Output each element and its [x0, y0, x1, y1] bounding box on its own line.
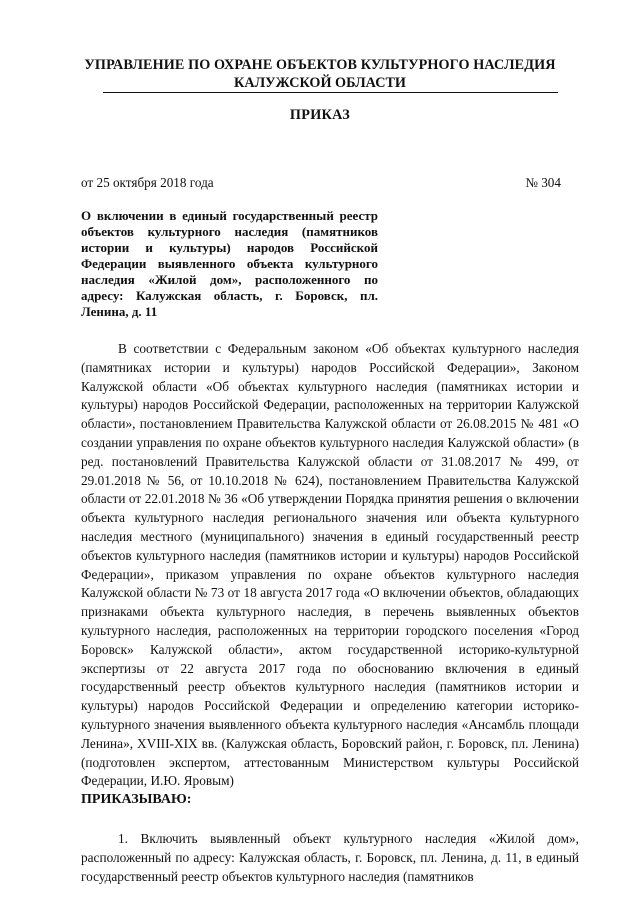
document-header	[0, 56, 640, 92]
order-subject: О включении в единый государственный реестр объектов культурного наследия (памятников истории и культуры) народов Российской Федерации выявленного объекта культурного наследия «Жилой дом», расположенного по адресу: Калужская область, г. Боровск, пл. Ленина, д. 11	[81, 208, 378, 319]
order-body	[81, 340, 579, 886]
organization-name-line2: КАЛУЖСКОЙ ОБЛАСТИ	[234, 75, 406, 91]
document-type-title: ПРИКАЗ	[289, 107, 351, 123]
order-number: № 304	[525, 175, 561, 190]
preamble-paragraph: В соответствии с Федеральным законом «Об объектах культурного наследия (памятниках истории и культуры) народов Российской Федерации», Законом Калужской области «Об объектах культурного наследия (памятниках истории и культуры) народов Российской Федерации, расположенных на территории Калужской области», постановлением Правительства Калужской области от 26.08.2015 № 481 «О создании управления по охране объектов культурного наследия Калужской области» (в ред. постановлений Правительства Калужской области от 31.08.2017 № 499, от 29.01.2018 № 56, от 10.10.2018 № 624), постановлением Правительства Калужской области от 22.01.2018 № 36 «Об утверждении Порядка принятия решения о включении объекта культурного наследия регионального значения или объекта культурного наследия местного (муниципального) значения в единый государственный реестр объектов культурного наследия (памятников истории и культуры) народов Российской Федерации», приказом управления по охране объектов культурного наследия Калужской области № 73 от 18 августа 2017 года «О включении объектов, обладающих признаками объекта культурного наследия, в перечень выявленных объектов культурного наследия, расположенных на территории городского поселения «Город Боровск» Калужской области», актом государственной историко-культурной экспертизы от 22 августа 2017 года по обоснованию включения в единый государственный реестр объектов культурного наследия (памятников истории и культуры) народов Российской Федерации и определению категории историко-культурного значения выявленного объекта культурного наследия «Ансамбль площади Ленина», XVIII-XIX вв. (Калужская область, Боровский район, г. Боровск, пл. Ленина) (подготовлен экспертом, аттестованным Министерством культуры Российской Федерации, И.Ю. Яровым)	[81, 341, 579, 789]
header-underline	[103, 92, 558, 93]
organization-name-line1: УПРАВЛЕНИЕ ПО ОХРАНЕ ОБЪЕКТОВ КУЛЬТУРНОГО НАСЛЕДИЯ	[84, 57, 556, 73]
order-date: от 25 октября 2018 года	[81, 175, 214, 190]
order-item-1: 1. Включить выявленный объект культурного наследия «Жилой дом», расположенный по адресу: Калужская область, г. Боровск, пл. Ленина, д. 11, в единый государственный реестр объектов культурного наследия (памятников	[81, 830, 579, 884]
order-directive-word: ПРИКАЗЫВАЮ:	[81, 792, 192, 808]
